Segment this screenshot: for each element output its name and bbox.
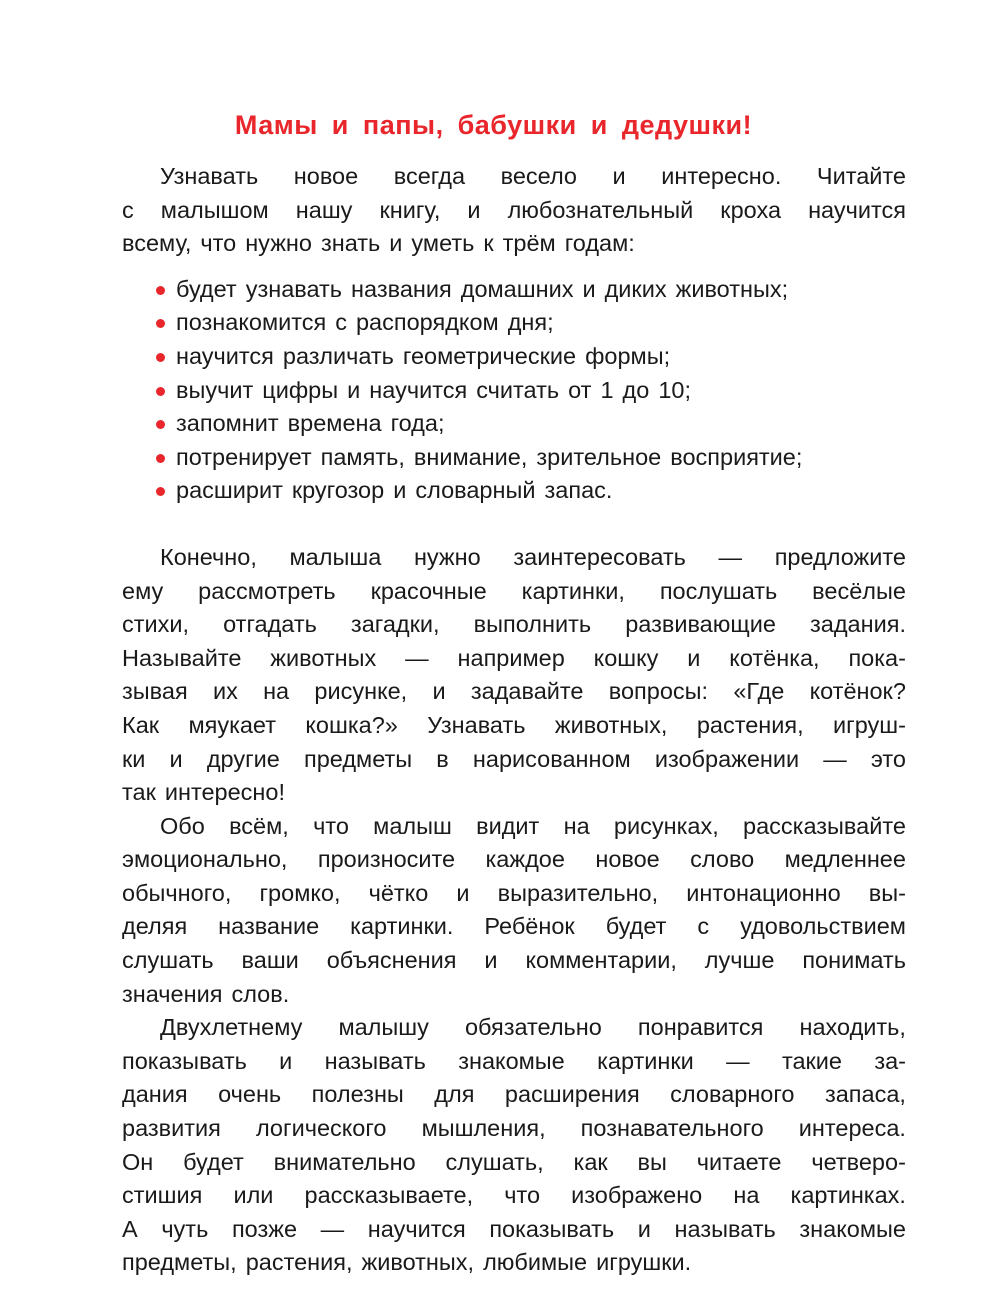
word: и bbox=[582, 275, 596, 302]
word: и bbox=[393, 477, 407, 504]
word: так bbox=[122, 779, 156, 806]
word: картинках. bbox=[790, 1182, 906, 1209]
word: выучит bbox=[176, 376, 254, 403]
word: любимые bbox=[483, 1249, 588, 1276]
word: это bbox=[870, 745, 906, 772]
word: пока- bbox=[848, 644, 906, 671]
word: малышом bbox=[160, 196, 269, 223]
word: название bbox=[218, 913, 320, 940]
text-line bbox=[122, 1045, 906, 1079]
spacer-after-intro bbox=[122, 261, 906, 273]
word: на bbox=[733, 1182, 760, 1209]
bullet-dot-icon bbox=[156, 454, 165, 463]
word: Ребёнок bbox=[484, 913, 575, 940]
word: научится bbox=[176, 342, 274, 369]
word: видит bbox=[476, 812, 540, 839]
word: рассказываете, bbox=[304, 1182, 474, 1209]
word: вы- bbox=[868, 879, 906, 906]
word: память, bbox=[320, 443, 405, 470]
word: их bbox=[212, 678, 238, 705]
word: рассмотреть bbox=[198, 577, 336, 604]
word: растения, bbox=[245, 1249, 353, 1276]
word: с bbox=[122, 196, 134, 223]
word: медленнее bbox=[784, 846, 906, 873]
text-line bbox=[122, 675, 906, 709]
word: годам: bbox=[564, 230, 635, 257]
word: научится bbox=[369, 376, 468, 403]
word: нашу bbox=[295, 196, 353, 223]
word: зывая bbox=[122, 678, 188, 705]
intro-paragraph bbox=[122, 160, 906, 261]
word: предметы, bbox=[122, 1249, 237, 1276]
word: и bbox=[687, 644, 701, 671]
text-line bbox=[122, 1179, 906, 1213]
list-item bbox=[122, 474, 906, 508]
text-line bbox=[122, 1246, 906, 1280]
word: всегда bbox=[393, 163, 466, 189]
word: рисунках, bbox=[613, 812, 719, 839]
word: с bbox=[697, 913, 710, 940]
word: нужно bbox=[413, 543, 481, 570]
word: всему, bbox=[122, 230, 192, 257]
word: лучше bbox=[704, 947, 775, 974]
word: различать bbox=[282, 342, 394, 369]
word: слушать, bbox=[445, 1148, 544, 1175]
word: 1 bbox=[600, 376, 614, 403]
word: значения bbox=[122, 980, 223, 1007]
word: кругозор bbox=[291, 477, 385, 504]
word: — bbox=[320, 1215, 345, 1242]
word: Читайте bbox=[816, 163, 906, 189]
word: диких bbox=[604, 275, 667, 302]
word: предметы bbox=[303, 745, 413, 772]
word: интереса. bbox=[798, 1115, 906, 1142]
word: развития bbox=[122, 1115, 221, 1142]
word: Конечно, bbox=[160, 543, 257, 570]
word: что bbox=[313, 812, 349, 839]
paragraph-interest bbox=[122, 541, 906, 810]
word: знать bbox=[320, 230, 381, 257]
word: называть bbox=[674, 1215, 776, 1242]
bullet-dot-icon bbox=[156, 420, 165, 429]
word: знакомые bbox=[799, 1215, 906, 1242]
word: названия bbox=[351, 275, 452, 302]
word: будет bbox=[605, 913, 667, 940]
word: и bbox=[467, 196, 481, 223]
word: задавайте bbox=[470, 678, 584, 705]
list-item-label bbox=[176, 377, 691, 403]
text-line bbox=[122, 1112, 906, 1146]
list-item bbox=[122, 340, 906, 374]
word: каждое bbox=[485, 846, 565, 873]
word: весёлые bbox=[812, 577, 906, 604]
word: котёнка, bbox=[729, 644, 820, 671]
word: изображении bbox=[654, 745, 800, 772]
word: дания bbox=[122, 1081, 188, 1108]
word: нарисованном bbox=[472, 745, 631, 772]
word: эмоционально, bbox=[122, 846, 288, 873]
word: стихи, bbox=[122, 611, 190, 638]
word: игруш- bbox=[833, 711, 906, 738]
word: полезны bbox=[311, 1081, 404, 1108]
word: как bbox=[573, 1148, 608, 1175]
word: запомнит bbox=[176, 410, 279, 437]
text-line bbox=[122, 575, 906, 609]
word: любознательный bbox=[507, 196, 694, 223]
word: и bbox=[612, 163, 626, 189]
list-item bbox=[122, 374, 906, 408]
word: за- bbox=[874, 1047, 906, 1074]
word: называть bbox=[324, 1047, 426, 1074]
word: познакомится bbox=[176, 309, 327, 336]
word: и bbox=[432, 678, 446, 705]
word: изображено bbox=[571, 1182, 703, 1209]
spacer-after-list bbox=[122, 508, 906, 541]
word: показывать bbox=[122, 1047, 247, 1074]
word: животных; bbox=[675, 275, 789, 302]
word: растения, bbox=[696, 711, 804, 738]
word: Он bbox=[122, 1148, 154, 1175]
list-item bbox=[122, 306, 906, 340]
word: что bbox=[504, 1182, 541, 1209]
word: вы bbox=[637, 1148, 667, 1175]
word: весело bbox=[500, 163, 577, 189]
word: восприятие; bbox=[670, 443, 803, 470]
bullet-dot-icon bbox=[156, 286, 165, 295]
word: книгу, bbox=[379, 196, 441, 223]
word: новое bbox=[595, 846, 660, 873]
word: слов. bbox=[231, 980, 290, 1007]
text-line bbox=[122, 877, 906, 911]
word: и bbox=[389, 230, 403, 257]
word: или bbox=[233, 1182, 274, 1209]
text-line bbox=[122, 194, 906, 228]
list-item-label bbox=[176, 343, 670, 369]
word: вопросы: bbox=[608, 678, 709, 705]
word: ему bbox=[122, 577, 164, 604]
list-item bbox=[122, 441, 906, 475]
word: комментарии, bbox=[525, 947, 677, 974]
word: отгадать bbox=[223, 611, 317, 638]
word: стишия bbox=[122, 1182, 203, 1209]
word: объяснения bbox=[326, 947, 457, 974]
word: — bbox=[726, 1047, 750, 1074]
bullet-dot-icon bbox=[156, 353, 165, 362]
word: Двухлетнему bbox=[160, 1014, 303, 1041]
word: познавательного bbox=[580, 1115, 764, 1142]
text-line bbox=[122, 1011, 906, 1045]
word: картинки, bbox=[521, 577, 625, 604]
list-item-label bbox=[176, 276, 788, 302]
word: Как bbox=[122, 711, 160, 738]
word: животных bbox=[270, 644, 377, 671]
text-line bbox=[122, 160, 906, 194]
word: картинки bbox=[597, 1047, 694, 1074]
word: интересно! bbox=[164, 779, 285, 806]
list-item bbox=[122, 407, 906, 441]
word: котёнок? bbox=[809, 678, 906, 705]
word: красочные bbox=[370, 577, 487, 604]
word: с bbox=[335, 309, 347, 336]
word: словарный bbox=[415, 477, 536, 504]
word: — bbox=[823, 745, 847, 772]
word: рисунке, bbox=[314, 678, 408, 705]
word: малыша bbox=[289, 543, 382, 570]
word: считать bbox=[476, 376, 560, 403]
word: новое bbox=[293, 163, 359, 189]
word: всём, bbox=[229, 812, 289, 839]
word: Обо bbox=[160, 812, 205, 839]
bullet-dot-icon bbox=[156, 319, 165, 328]
text-line bbox=[122, 709, 906, 743]
word: рассказывайте bbox=[743, 812, 906, 839]
word: нужно bbox=[245, 230, 312, 257]
word: чётко bbox=[368, 879, 429, 906]
word: цифры bbox=[262, 376, 339, 403]
word: формы; bbox=[585, 342, 671, 369]
word: малышу bbox=[338, 1014, 429, 1041]
word: домашних bbox=[460, 275, 574, 302]
word: например bbox=[457, 644, 565, 671]
word: Узнавать bbox=[427, 711, 526, 738]
word: от bbox=[568, 376, 592, 403]
word: выразительно, bbox=[497, 879, 659, 906]
word: и bbox=[347, 376, 361, 403]
list-item bbox=[122, 273, 906, 307]
word: логического bbox=[255, 1115, 387, 1142]
paragraph-twoyear bbox=[122, 1011, 906, 1280]
word: — bbox=[405, 644, 429, 671]
word: картинки. bbox=[350, 913, 454, 940]
text-line bbox=[122, 743, 906, 777]
word: в bbox=[436, 745, 449, 772]
word: узнавать bbox=[245, 275, 343, 302]
word: обычного, bbox=[122, 879, 232, 906]
word: на bbox=[563, 812, 590, 839]
word: и bbox=[279, 1047, 293, 1074]
text-line bbox=[122, 910, 906, 944]
word: деляя bbox=[122, 913, 188, 940]
word: и bbox=[169, 745, 183, 772]
word: распорядком bbox=[355, 309, 499, 336]
word: слушать bbox=[122, 947, 214, 974]
word: другие bbox=[206, 745, 280, 772]
word: А bbox=[122, 1215, 138, 1242]
word: мышления, bbox=[421, 1115, 546, 1142]
word: словарного bbox=[670, 1081, 795, 1108]
list-item-label bbox=[176, 309, 554, 335]
word: интонационно bbox=[686, 879, 841, 906]
word: что bbox=[200, 230, 237, 257]
word: понравится bbox=[637, 1014, 764, 1041]
text-line bbox=[122, 1213, 906, 1247]
text-line bbox=[122, 978, 906, 1012]
word: такие bbox=[781, 1047, 842, 1074]
word: расширения bbox=[504, 1081, 640, 1108]
word: показывать bbox=[489, 1215, 615, 1242]
list-item-label bbox=[176, 410, 445, 436]
text-line bbox=[122, 541, 906, 575]
document-body bbox=[122, 160, 906, 1280]
word: ки bbox=[122, 745, 146, 772]
text-line bbox=[122, 1146, 906, 1180]
word: произносите bbox=[317, 846, 456, 873]
word: ваши bbox=[241, 947, 299, 974]
word: геометрические bbox=[402, 342, 577, 369]
word: научится bbox=[808, 196, 906, 223]
word: кошку bbox=[593, 644, 659, 671]
word: 10; bbox=[658, 376, 691, 403]
word: внимательно bbox=[273, 1148, 416, 1175]
text-line bbox=[122, 843, 906, 877]
word: трём bbox=[502, 230, 556, 257]
word: заинтересовать bbox=[513, 543, 686, 570]
word: Называйте bbox=[122, 644, 242, 671]
word: и bbox=[456, 879, 470, 906]
word: для bbox=[434, 1081, 475, 1108]
word: животных, bbox=[361, 1249, 475, 1276]
word: загадки, bbox=[350, 611, 440, 638]
word: запас. bbox=[544, 477, 613, 504]
text-line bbox=[122, 810, 906, 844]
word: читаете bbox=[696, 1148, 782, 1175]
word: «Где bbox=[733, 678, 785, 705]
word: малыш bbox=[373, 812, 452, 839]
word: на bbox=[263, 678, 290, 705]
word: знакомые bbox=[458, 1047, 565, 1074]
word: к bbox=[483, 230, 494, 257]
word: удовольствием bbox=[740, 913, 906, 940]
bullet-dot-icon bbox=[156, 387, 165, 396]
word: будет bbox=[176, 275, 237, 302]
word: Узнавать bbox=[160, 163, 259, 189]
text-line bbox=[122, 1078, 906, 1112]
text-line bbox=[122, 776, 906, 810]
word: до bbox=[622, 376, 650, 403]
word: выполнить bbox=[473, 611, 592, 638]
word: громко, bbox=[259, 879, 341, 906]
paragraph-emotional bbox=[122, 810, 906, 1012]
word: чуть bbox=[161, 1215, 209, 1242]
word: и bbox=[484, 947, 498, 974]
word: будет bbox=[183, 1148, 244, 1175]
word: мяукает bbox=[188, 711, 276, 738]
page-title: Мамы и папы, бабушки и дедушки! bbox=[234, 110, 753, 141]
word: научится bbox=[367, 1215, 466, 1242]
bullet-dot-icon bbox=[156, 487, 165, 496]
word: обязательно bbox=[464, 1014, 602, 1041]
skills-bullet-list bbox=[122, 273, 906, 508]
text-line bbox=[122, 608, 906, 642]
word: зрительное bbox=[536, 443, 662, 470]
word: года; bbox=[390, 410, 445, 437]
word: слово bbox=[690, 846, 755, 873]
word: находить, bbox=[799, 1014, 906, 1041]
list-item-label bbox=[176, 477, 612, 503]
word: расширит bbox=[176, 477, 283, 504]
word: игрушки. bbox=[596, 1249, 692, 1276]
word: кроха bbox=[720, 196, 782, 223]
word: дня; bbox=[507, 309, 554, 336]
word: развивающие bbox=[625, 611, 776, 638]
word: предложите bbox=[774, 543, 906, 570]
word: запаса, bbox=[824, 1081, 906, 1108]
list-item-label bbox=[176, 444, 802, 470]
word: задания. bbox=[809, 611, 906, 638]
word: и bbox=[637, 1215, 651, 1242]
word: уметь bbox=[411, 230, 475, 257]
word: внимание, bbox=[413, 443, 528, 470]
word: понимать bbox=[802, 947, 906, 974]
text-line bbox=[122, 944, 906, 978]
word: потренирует bbox=[176, 443, 312, 470]
word: послушать bbox=[659, 577, 778, 604]
word: позже bbox=[231, 1215, 298, 1242]
word: интересно. bbox=[661, 163, 782, 189]
word: четверо- bbox=[811, 1148, 906, 1175]
text-line bbox=[122, 227, 906, 261]
word: кошка?» bbox=[305, 711, 398, 738]
text-line bbox=[122, 642, 906, 676]
word: животных, bbox=[554, 711, 668, 738]
word: времена bbox=[287, 410, 382, 437]
word: — bbox=[718, 543, 743, 570]
word: очень bbox=[218, 1081, 282, 1108]
